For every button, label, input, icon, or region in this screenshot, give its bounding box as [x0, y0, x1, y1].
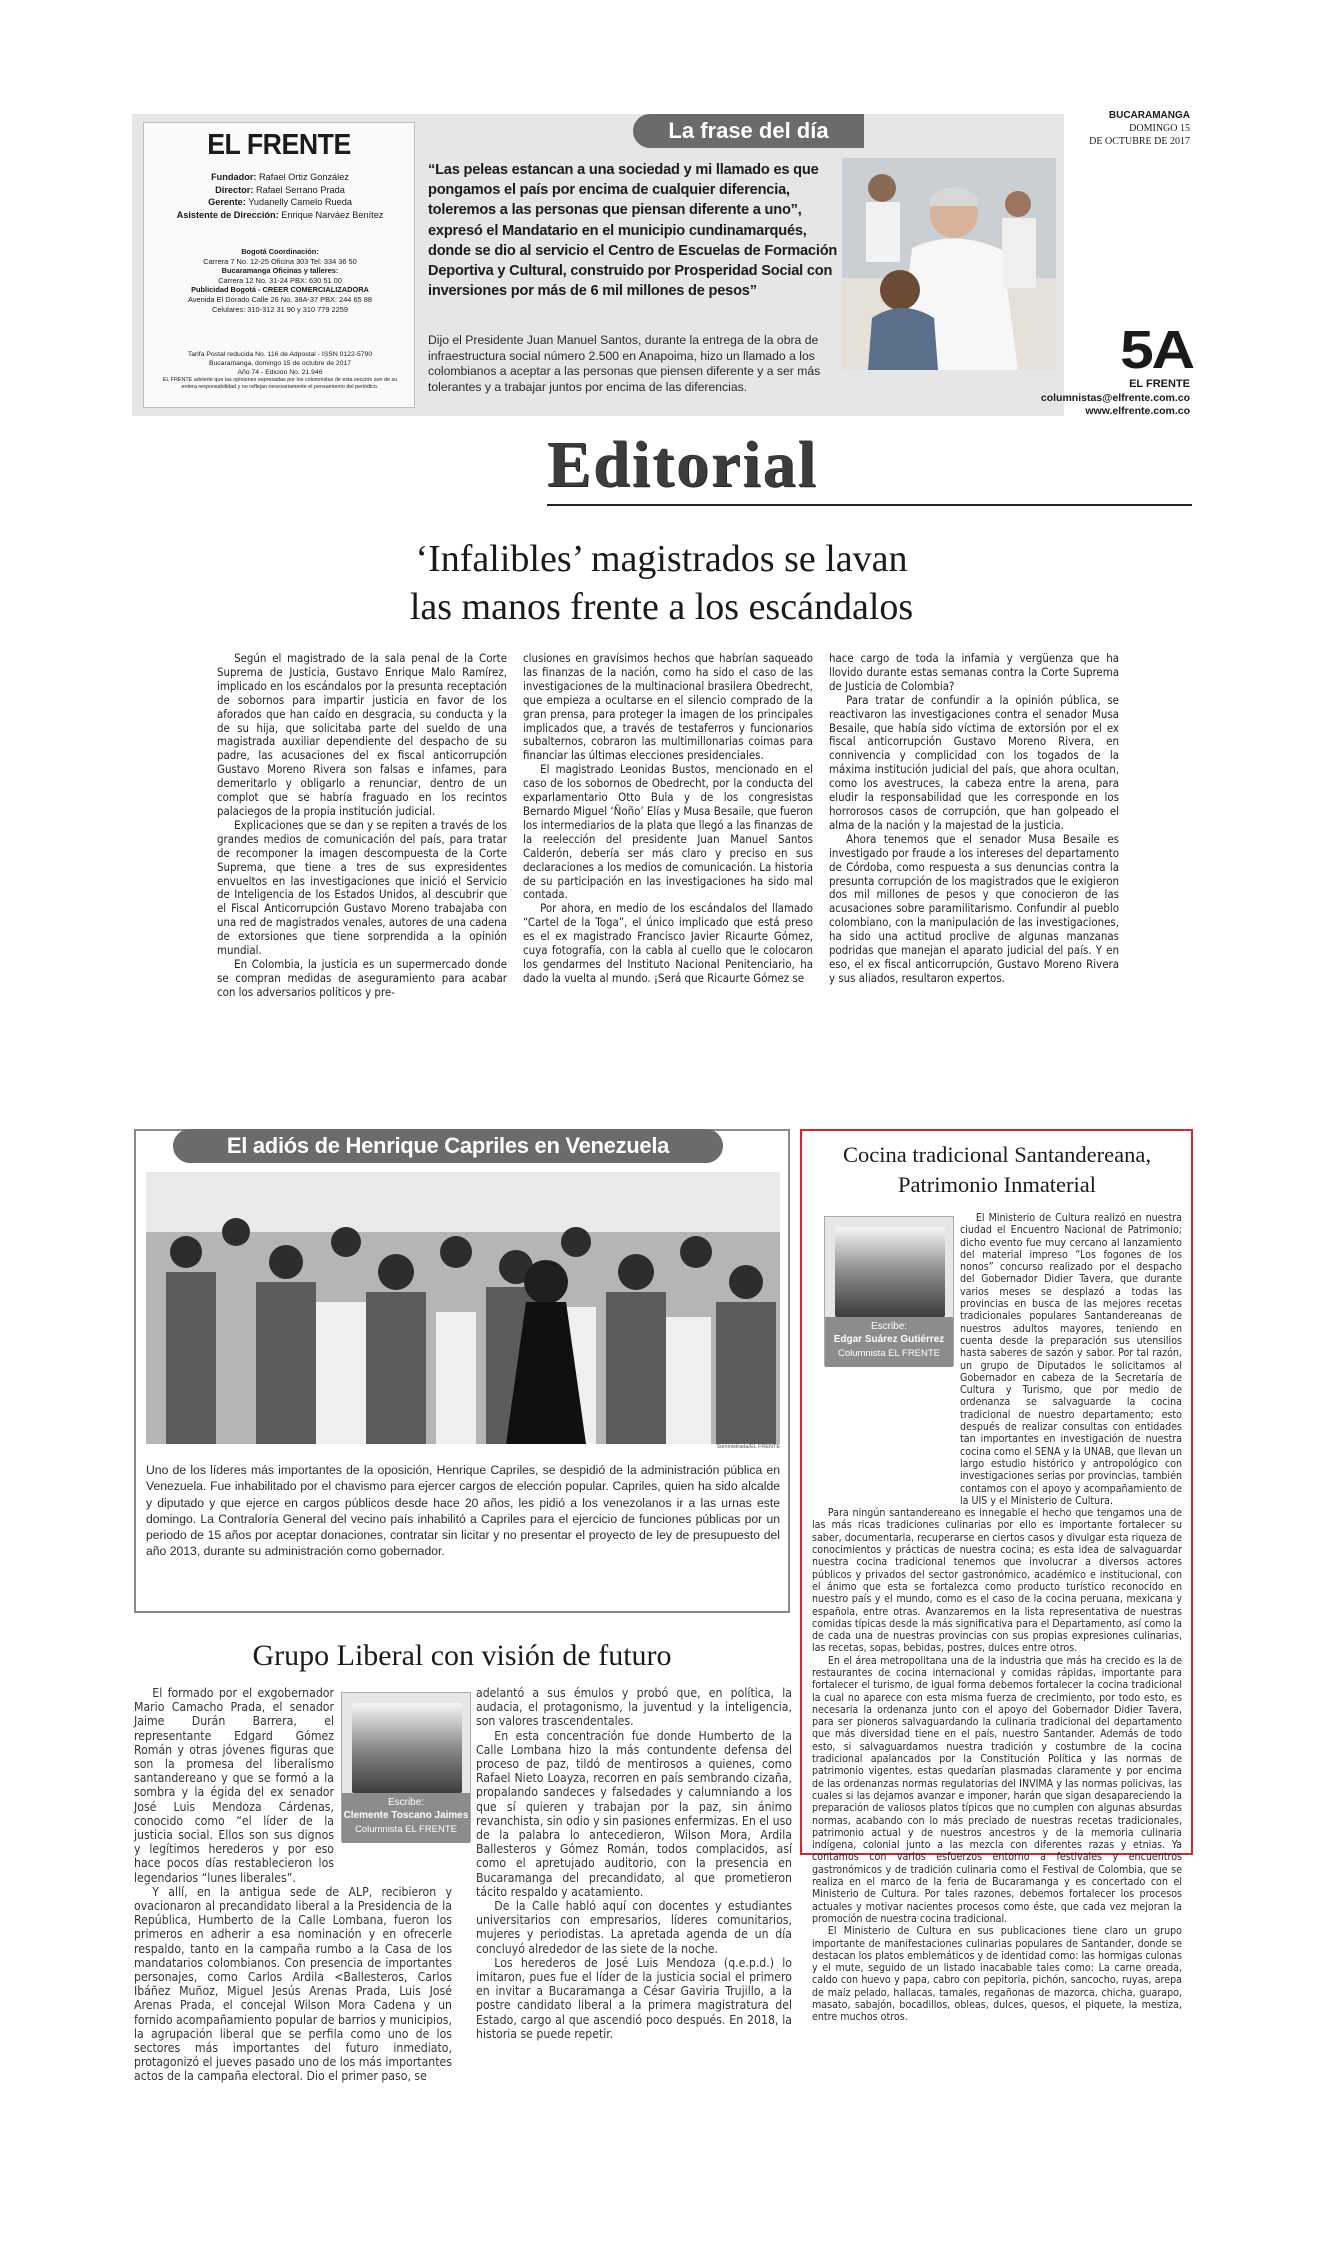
paragraph: El formado por el exgobernador Mario Camacho Prada, el senador Jaime Durán Barrera, el representante Edgard Gómez Román y otras jóvenes figuras que son la promesa del liberalismo santandereano y que se formó a la sombra y la égida del ex senador José Luis Mendoza Cárdenas, conocido como “el líder de la justicia social. Ellos son sus dignos y legítimos herederos y por eso hace pocos días restablecieron los legendarios “lunes liberales”.: [134, 1686, 334, 1885]
paragraph: clusiones en gravísimos hechos que habrían saqueado las finanzas de la nación, como ha sido el caso de las investigaciones de la multinacional brasilera Obedrecht, que empieza a ocultarse en el silencio comprado de la gran prensa, para proteger la imagen de los principales implicados que, a través de testaferros y funcionarios subalternos, cobraron las multimillonarias coimas para financiar las últimas elecciones presidenciales.: [523, 651, 813, 763]
quote-of-the-day-banner: La frase del día: [633, 114, 864, 148]
date-month-year: DE OCTUBRE DE 2017: [1089, 136, 1190, 147]
paragraph: adelantó a sus émulos y probó que, en política, la audacia, el protagonismo, la juventud y la inteligencia, son valores trascendentales.: [476, 1686, 792, 1729]
staff-item: Gerente: Yudanelly Camelo Rueda: [208, 197, 352, 208]
liberal-column-2: [476, 1686, 792, 2041]
photo-illustration: [842, 158, 1056, 370]
email-link[interactable]: columnistas@elfrente.com.co: [1040, 392, 1190, 404]
section-divider: [547, 504, 1192, 506]
author-role: Escribe:: [387, 1797, 425, 1808]
author-column-label: Columnista EL FRENTE: [837, 1348, 941, 1359]
publication-info-panel: [143, 122, 415, 408]
office-addresses: Bogotá Coordinación: Carrera 7 No. 12-25 Oficina 303 Tel: 334 36 50 Bucaramanga Oficinas y talleres: Carrera 12 No. 31-24 PBX: 630 51 00 Publicidad Bogotá - CREER COMERCIALIZADORA Avenida El Dorado Calle 26 No. 38A-37 PBX: 244 65 88 Celulares: 310-312 31 90 y 310 779 2259: [188, 247, 372, 314]
paragraph: El Ministerio de Cultura en sus publicaciones tiene claro un grupo importante de manifestaciones culinarias populares de Santander, donde se destacan los platos emblemáticos y de identidad como: las hormigas culonas y el mute, seguido de un listado inacabable tales como: La carne oreada, caldo con huevo y papa, cabro con pepitoria, pichón, sancocho, ruyas, arepa de maíz pelado, hallacas, tamales, regañonas de mazorca, chicha, guarapo, masato, sabajón, bocadillos, obleas, dulces, quesos, el piquete, la mestiza, entre muchos otros.: [812, 1925, 1182, 2024]
city: BUCARAMANGA: [1108, 110, 1190, 121]
paragraph: Para ningún santandereano es innegable el hecho que tengamos una de las más ricas tradiciones culinarias por ello es importante fortalecer su saber, documentarla, recuperarse en ciertos casos y divulgar esta riqueza de conocimientos y prácticas de nuestra cocina; es esta idea de salvaguardar nuestra cocina tradicional tenemos que involucrar a diversos actores públicos y privados del sector gastronómico, académico e institucional, con el ánimo que esta se fortalezca como producto turístico reconocido en nuestro país y el mundo, como es el caso de la cocina peruana, mexicana y española, entre otras. Avanzaremos en la lista representativa de nuestras comidas típicas desde la más significativa para el Departamento, así como la de cada una de nuestras provincias con sus propias expresiones culinarias, las recetas, sopas, bebidas, postres, dulces entre otros.: [812, 1507, 1182, 1655]
author-column-label: Columnista EL FRENTE: [354, 1824, 458, 1835]
paragraph: Los herederos de José Luis Mendoza (q.e.p.d.) lo imitaron, pues fue el líder de la justicia social el primero en invitar a Bucaramanga a César Gaviria Trujillo, a la postre candidato liberal a la primera magistratura del Estado, cargo al que ascendió poco después. En 2018, la historia se puede repetir.: [476, 1955, 792, 2041]
staff-list: [156, 171, 404, 221]
paragraph: En Colombia, la justicia es un supermercado donde se compran medidas de aseguramiento para acabar con los adversarios políticos y pre-: [217, 956, 507, 999]
liberal-column-1: [134, 1686, 452, 2084]
paragraph: Según el magistrado de la sala penal de la Corte Suprema de Justicia, Gustavo Enrique Malo Ramírez, implicado en los escándalos por la presunta receptación de sobornos para impartir justicia en favor de los aforados que han caído en desgracia, su conducta y la de su hija, que solicitaba parte del sueldo de una magistrada auxiliar dependiente del despacho de su padre, las acusaciones del ex fiscal anticorrupción Gustavo Moreno Rivera son falsas e infames, para demeritarlo y obligarlo a renunciar, dentro de un complot que se habría fraguado en los recintos palaciegos de la propia institución judicial.: [217, 651, 507, 818]
quote-caption: Dijo el Presidente Juan Manuel Santos, durante la entrega de la obra de infraestructura social número 2.500 en Anapoima, hizo un llamado a los colombianos a aceptar a las personas que piensen diferente y a ser más tolerantes y a trabajar juntos por encima de las diferencias.: [428, 333, 821, 394]
paragraph: Por ahora, en medio de los escándalos del llamado “Cartel de la Toga”, el único implicado que está preso es el ex magistrado Francisco Javier Ricaurte Gómez, cuya fotografía, con la cabla al cuello que le colocaron los gendarmes del Instituto Nacional Penitenciario, ha dado la vuelta al mundo. ¡Será que Ricaurte Gómez se: [523, 901, 813, 985]
paragraph: Explicaciones que se dan y se repiten a través de los grandes medios de comunicación del país, para tratar de recomponer la imagen descompuesta de la Corte Suprema, que tiene a tres de sus expresidentes envueltos en las investigaciones que inició el Servicio de Inteligencia de los Estados Unidos, al descubrir que el Fiscal Anticorrupción Gustavo Moreno trabajaba con una red de magistrados venales, autores de una cadena de extorsiones que tiene sorprendida a la opinión mundial.: [217, 817, 507, 958]
section-title: Editorial: [547, 428, 819, 501]
paragraph: Ahora tenemos que el senador Musa Besaile es investigado por fraude a los intereses del departamento de Córdoba, como respuesta a sus denuncias contra la presunta corrupción de los magistrados que le exigieron dos mil millones de pesos y que conocieron de las acusaciones sobre paramilitarismo. Confundir al pueblo colombiano, con la manipulación de las investigaciones, ha sido una actitud proclive de algunas manzanas podridas que manejan el aparato judicial del país. Y en eso, el ex fiscal anticorrupción, Gustavo Moreno Rivera y sus aliados, resultaron expertos.: [829, 831, 1119, 985]
editorial-column-1: [217, 652, 507, 1000]
photo-credit: Suministrada/EL FRENTE: [716, 1444, 780, 1450]
postal-info: Tarifa Postal reducida No. 116 de Adpostal - ISSN 0122-5790 Bucaramanga, domingo 15 de octubre de 2017 Año 74 - Edición No. 21.946 EL FRENTE advierte que las opiniones expresadas por los columnistas de esta sección son de su entera responsabilidad y no reflejan necesariamente el pensamiento del periódico.: [156, 351, 404, 391]
crowd-illustration: [146, 1172, 780, 1444]
liberal-headline: Grupo Liberal con visión de futuro: [252, 1639, 672, 1672]
contact-info: [980, 392, 1190, 418]
capriles-caption: Uno de los líderes más importantes de la oposición, Henrique Capriles, se despidió de la administración pública en Venezuela. Fue inhabilitado por el chavismo para ejercer cargos de elección popular. Capriles, quien ha sido alcalde y diputado y que ejerce en cargos públicos desde hace 20 años, les pidió a los venezolanos ir a las urnas este domingo. La Contraloría General del vecino país inhabilitó a Capriles para el ejercicio de funciones públicas por un periodo de 15 años por aceptar donaciones, contratar sin licitar y no presentar el proyecto de ley de presupuesto del año 2013, durante su administración como gobernador.: [146, 1463, 780, 1559]
staff-item: Director: Rafael Serrano Prada: [215, 184, 345, 195]
editorial-headline: ‘Infalibles’ magistrados se lavan las manos frente a los escándalos: [409, 538, 914, 628]
author-name: Clemente Toscano Jaimes: [343, 1810, 469, 1821]
staff-item: Fundador: Rafael Ortiz González: [211, 172, 349, 182]
dateline: [1070, 109, 1190, 148]
date-day: DOMINGO 15: [1129, 123, 1190, 134]
paper-logo: EL FRENTE: [207, 129, 351, 161]
paragraph: En el área metropolitana una de la industria que más ha crecido es la de restaurantes de cocina internacional y comidas rápidas, importante para fortalecer el turismo, de igual forma debemos fortalecer la cocina tradicional la cual no aparece con esta misma fuerza de crecimiento, por todo esto, es necesaria la ordenanza junto con el apoyo del Gobernador Didier Tavera, para ser pioneros salvaguardando la culinaria tradicional del departamento que más diversidad tiene en el país, nuestro Santander. Además de todo esto, si salvaguardamos nuestra tradición y costumbre de la cocina tradicional apalancados por la Constitución Política y las normas de patrimonio vigentes, estas quedarían plasmadas claramente y por encima de las ordenanzas normas regulatorias del INVIMA y las normas policivas, las cuales si las dejamos avanzar e imponer, harán que sigan desapareciendo la preparación de valiosos platos típicos que no cumplen con algunas absurdas normas, acabando con lo más preciado de nuestras recetas tradicionales, patrimonio actual y de nuestros ancestros y de la memoria culinaria indígena, colonial junto a las mezcla con diferentes razas y etnias. Ya contamos con varios esfuerzos entorno a festivales y encuentros gastronómicos y de tradición culinaria como el Festival de Colombia, que se realiza en el marco de la feria de Bucaramanga y es concertado con el Ministerio de Cultura. Por tales razones, debemos fortalecer los procesos actuales y motivar nacientes procesos como éste, que cada vez mejoran la promoción de nuestra cocina tradicional.: [812, 1654, 1182, 1925]
paragraph: hace cargo de toda la infamia y vergüenza que ha llovido durante estas semanas contra la Corte Suprema de Justicia de Colombia?: [829, 651, 1119, 693]
paragraph: Y allí, en la antigua sede de ALP, recibieron y ovacionaron al precandidato liberal a la Presidencia de la República, Humberto de la Calle Lombana, fueron los primeros en adherir a esa nominación y en ofrecerle respaldo, tanto en la campaña rumbo a la Casa de los mandatarios colombianos. Con presencia de importantes personajes, como Carlos Ardila <Ballesteros, Carlos Ibáñez Muñoz, Miguel Jesús Arenas Prada, Luis José Arenas Prada, el concejal Wilson Mora Cadena y un fornido acompañamiento popular de barrios y municipios, la agrupación liberal que se perfila como uno de los sectores más importantes del futuro inmediato, protagonizó el jueves pasado uno de los más importantes actos de la campaña electoral. Dio el primer paso, se: [134, 1884, 452, 2084]
cocina-body: [812, 1212, 1182, 2024]
website-link[interactable]: www.elfrente.com.co: [1085, 405, 1190, 417]
paragraph: De la Calle habló aquí con docentes y estudiantes universitarios con empresarios, líderes comunitarios, mujeres y periodistas. La apretada agenda de un día concluyó alrededor de las siete de la noche.: [476, 1899, 792, 1956]
staff-item: Asistente de Dirección: Enrique Narváez Benítez: [176, 209, 384, 220]
capriles-crowd-photo: [146, 1172, 780, 1444]
page-brand: EL FRENTE: [1129, 378, 1190, 390]
quote-text: “Las peleas estancan a una sociedad y mi llamado es que pongamos el país por encima de cualquier diferencia, toleremos a las personas que piensan diferente a uno”, expresó el Mandatario en el municipio cundinamarqués, donde se dio al servicio el Centro de Escuelas de Formación Deportiva y Cultural, construido por Prosperidad Social con inversiones por más de 6 mil millones de pesos”: [428, 162, 838, 300]
editorial-column-3: [829, 652, 1119, 986]
page-number: 5A: [1120, 320, 1193, 380]
editorial-column-2: [523, 652, 813, 986]
paragraph: El Ministerio de Cultura realizó en nuestra ciudad el Encuentro Nacional de Patrimonio; dicho evento fue muy cercano al lanzamiento del material impreso “Los fogones de los nonos” concurso realizado por el despacho del Gobernador Didier Tavera, que durante varios meses se desplazó a todas las provincias en busca de las mejores recetas tradicionales populares Santandereanas de nuestros adultos mayores, teniendo en cuenta desde la preparación sus utensilios hasta saberes de sazón y sabor. Por tal razón, un grupo de Diputados le solicitamos al Gobernador en cabeza de la Secretaría de Cultura y Turismo, que por medio de ordenanza se salvaguarde la cocina tradicional de nuestro departamento; esto después de realizar consultas con entidades tan importantes en investigación de nuestra cocina como el SENA y la UNAB, que llevan un largo estudio histórico y antropológico con investigaciones serias por provincias, también contamos con el apoyo y acompañamiento de la UIS y el Ministerio de Cultura.: [960, 1212, 1182, 1507]
cocina-headline: Cocina tradicional Santandereana, Patrimonio Inmaterial: [843, 1142, 1151, 1197]
paragraph: El magistrado Leonidas Bustos, mencionado en el caso de los sobornos de Obedrecht, por la conducta del exparlamentario Otto Bula y de los congresistas Bernardo Miguel ‘Ñoño’ Elías y Musa Besaile, que fueron los intermediarios de la plata que llegó a las finanzas de la reelección del presidente Juan Manuel Santos Calderón, debería ser más claro y preciso en sus declaraciones a los medios de comunicación. La historia de su participación en las investigaciones ha sido mal contada.: [523, 762, 813, 902]
paragraph: En esta concentración fue donde Humberto de la Calle Lombana hizo la más contundente defensa del proceso de paz, tildó de mentirosos a quienes, como Rafael Nieto Loayza, recorren en país sembrando cizaña, propalando sandeces y falsedades y calumniando a los que sí quieren y trabajan por la paz, sin ánimo revanchista, sin odio y sin pasiones enfermizas. En el uso de la palabra lo antecedieron, Wilson Mora, Ardila Ballesteros y Gómez Román, todos complacidos, así como el apretujado auditorio, con la presencia en Bucaramanga del precandidato, al que prometieron tácito respaldo y acatamiento.: [476, 1728, 792, 1899]
author-name: Edgar Suárez Gutiérrez: [833, 1334, 945, 1345]
disclaimer: EL FRENTE advierte que las opiniones expresadas por los columnistas de esta sección son de su entera responsabilidad y no reflejan necesariamente el pensamiento del periódico.: [162, 377, 398, 391]
paragraph: Para tratar de confundir a la opinión pública, se reactivaron las investigaciones contra el senador Musa Besaile, que había sido víctima de extorsión por el ex fiscal anticorrupción Gustavo Moreno Rivera, en connivencia y complicidad con los togados de la máxima institución judicial del país, que ahora ocultan, como los avestruces, la cabeza entre la arena, para eludir la responsabilidad que les corresponde en los horrorosos casos de corrupción, que han golpeado el alma de la nación y la majestad de la justicia.: [829, 692, 1119, 832]
president-photo: [842, 158, 1056, 370]
capriles-banner: El adiós de Henrique Capriles en Venezuela: [173, 1129, 723, 1163]
author-role: Escribe:: [870, 1321, 908, 1332]
